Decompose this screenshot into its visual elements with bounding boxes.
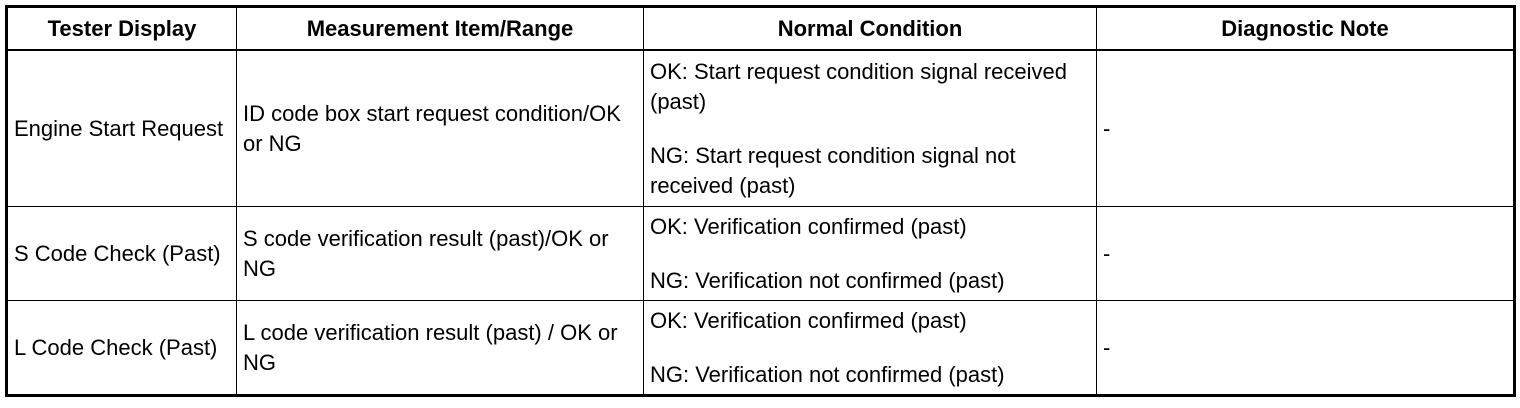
header-measurement-item-range: Measurement Item/Range bbox=[237, 7, 644, 51]
diagnostic-note-text: - bbox=[1103, 240, 1111, 266]
diagnostic-note-text: - bbox=[1103, 115, 1111, 141]
condition-ng: NG: Start request condition signal not received (past) bbox=[650, 142, 1016, 198]
diagnostic-note-cell bbox=[1097, 207, 1515, 301]
header-diagnostic-note: Diagnostic Note bbox=[1097, 7, 1515, 51]
condition-ok: OK: Start request condition signal received (past) bbox=[650, 58, 1068, 114]
table-row bbox=[7, 207, 1515, 301]
diagnostic-note-cell bbox=[1097, 50, 1515, 207]
diagnostic-table bbox=[5, 5, 1516, 397]
tester-display-cell: Engine Start Request bbox=[7, 50, 237, 207]
normal-condition-cell bbox=[644, 301, 1097, 396]
table-row bbox=[7, 301, 1515, 396]
measurement-cell: L code verification result (past) / OK or NG bbox=[237, 301, 644, 396]
table-header-row bbox=[7, 7, 1515, 51]
diagnostic-note-text: - bbox=[1103, 334, 1111, 360]
header-normal-condition: Normal Condition bbox=[644, 7, 1097, 51]
measurement-cell: S code verification result (past)/OK or NG bbox=[237, 207, 644, 301]
table-row bbox=[7, 50, 1515, 207]
tester-display-cell: S Code Check (Past) bbox=[7, 207, 237, 301]
measurement-cell: ID code box start request condition/OK or NG bbox=[237, 50, 644, 207]
tester-display-cell: L Code Check (Past) bbox=[7, 301, 237, 396]
header-tester-display: Tester Display bbox=[7, 7, 237, 51]
diagnostic-note-cell bbox=[1097, 301, 1515, 396]
normal-condition-cell bbox=[644, 50, 1097, 207]
condition-ng: NG: Verification not confirmed (past) bbox=[650, 267, 1005, 293]
condition-ok: OK: Verification confirmed (past) bbox=[650, 213, 967, 239]
condition-ng: NG: Verification not confirmed (past) bbox=[650, 361, 1005, 387]
condition-ok: OK: Verification confirmed (past) bbox=[650, 307, 967, 333]
normal-condition-cell bbox=[644, 207, 1097, 301]
